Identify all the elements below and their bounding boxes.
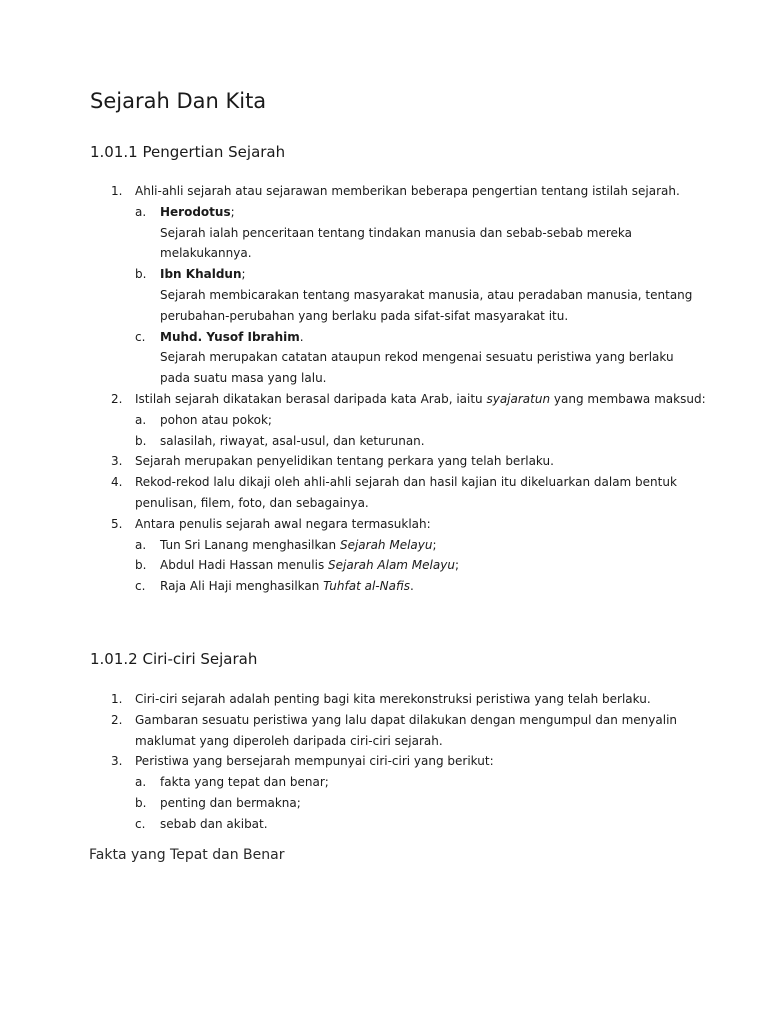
list-number: 2. <box>111 391 123 406</box>
list-item-text: Gambaran sesuatu peristiwa yang lalu dapat dilakukan dengan mengumpul dan menyalin <box>135 712 678 727</box>
sub-item-letter: a. <box>135 412 147 427</box>
list-item <box>108 472 677 514</box>
sub-item <box>135 327 674 389</box>
punctuation: . <box>299 329 304 344</box>
historian-name: Ibn Khaldun <box>160 267 242 282</box>
definition-line: Sejarah merupakan catatan ataupun rekod mengenai sesuatu peristiwa yang berlaku <box>160 350 674 365</box>
definition-line: Sejarah membicarakan tentang masyarakat manusia, atau peradaban manusia, tentang <box>160 287 693 302</box>
sub-item-letter: b. <box>135 795 147 810</box>
sub-item <box>135 202 668 264</box>
sub-item <box>135 576 668 597</box>
sub-item-letter: a. <box>135 537 147 552</box>
list-item-text: Peristiwa yang bersejarah mempunyai ciri-ciri yang berikut: <box>135 754 494 769</box>
list-item-text: Ahli-ahli sejarah atau sejarawan memberikan beberapa pengertian tentang istilah sejarah. <box>135 184 680 198</box>
sub-item-letter: c. <box>135 579 146 594</box>
definition-line: pada suatu masa yang lalu. <box>160 371 327 386</box>
book-title: Sejarah Alam Melayu <box>328 558 455 573</box>
list-item <box>108 710 678 752</box>
section-heading-ciri-ciri: 1.01.2 Ciri-ciri Sejarah <box>90 650 258 668</box>
list-number: 3. <box>111 754 123 769</box>
sub-item-letter: b. <box>135 433 147 448</box>
list-item-text: penulisan, filem, foto, dan sebagainya. <box>135 495 369 510</box>
list-item-text: Antara penulis sejarah awal negara termasuklah: <box>135 516 431 531</box>
sub-item-text: Abdul Hadi Hassan menulis Sejarah Alam Melayu; <box>160 558 459 573</box>
italic-term: syajaratun <box>486 391 551 406</box>
sub-item-letter: a. <box>135 775 147 790</box>
sub-item <box>135 431 668 452</box>
sub-item-letter: c. <box>135 329 146 344</box>
sub-item-letter: b. <box>135 558 147 573</box>
sub-item-text: Tun Sri Lanang menghasilkan Sejarah Melayu; <box>160 537 437 552</box>
sub-item-text: fakta yang tepat dan benar; <box>160 775 329 790</box>
sub-item-text: pohon atau pokok; <box>160 412 272 427</box>
list-number: 2. <box>111 712 123 727</box>
historian-name: Herodotus <box>160 204 231 219</box>
definition-line: melakukannya. <box>160 246 252 261</box>
list-number: 3. <box>111 454 123 469</box>
sub-item-letter: c. <box>135 816 146 831</box>
sub-item <box>135 555 668 576</box>
list-number: 5. <box>111 516 123 531</box>
book-title: Tuhfat al-Nafis <box>323 579 410 594</box>
list-item-text: Sejarah merupakan penyelidikan tentang perkara yang telah berlaku. <box>135 454 554 469</box>
definition-line: Sejarah ialah penceritaan tentang tindakan manusia dan sebab-sebab mereka <box>160 225 632 240</box>
sub-item <box>135 793 668 814</box>
ciri-ciri-list <box>108 689 678 835</box>
sub-item-text: Raja Ali Haji menghasilkan Tuhfat al-Nafis. <box>160 579 414 594</box>
sub-item-text: salasilah, riwayat, asal-usul, dan keturunan. <box>160 433 425 448</box>
sub-item-text: sebab dan akibat. <box>160 816 268 831</box>
document-title: Sejarah Dan Kita <box>90 89 267 113</box>
punctuation: ; <box>230 204 235 219</box>
list-item <box>108 389 706 451</box>
pengertian-list <box>108 181 706 597</box>
list-item <box>108 514 668 597</box>
list-number: 1. <box>111 184 123 198</box>
section-heading-pengertian: 1.01.1 Pengertian Sejarah <box>90 143 286 161</box>
list-item-text: Ciri-ciri sejarah adalah penting bagi kita merekonstruksi peristiwa yang telah berlaku. <box>135 692 651 706</box>
list-item <box>108 689 668 710</box>
list-item <box>108 451 668 472</box>
list-item <box>108 751 668 834</box>
historian-name: Muhd. Yusof Ibrahim <box>160 329 300 344</box>
sub-item <box>135 814 668 835</box>
list-item-text: maklumat yang diperoleh daripada ciri-ciri sejarah. <box>135 733 443 748</box>
list-item-text: Rekod-rekod lalu dikaji oleh ahli-ahli sejarah dan hasil kajian itu dikeluarkan dalam bentuk <box>135 475 677 490</box>
list-number: 4. <box>111 475 123 490</box>
definition-line: perubahan-perubahan yang berlaku pada sifat-sifat masyarakat itu. <box>160 308 569 323</box>
list-item <box>108 181 693 389</box>
sub-item <box>135 772 668 793</box>
sub-item-letter: a. <box>135 204 147 219</box>
list-item-text: Istilah sejarah dikatakan berasal daripada kata Arab, iaitu syajaratun yang membawa maksud: <box>135 391 706 406</box>
section-heading-fakta: Fakta yang Tepat dan Benar <box>89 847 285 863</box>
sub-item <box>135 410 668 431</box>
sub-item-text: penting dan bermakna; <box>160 795 301 810</box>
sub-item <box>135 264 693 326</box>
list-number: 1. <box>111 692 123 706</box>
sub-item-letter: b. <box>135 267 147 282</box>
sub-item <box>135 535 668 556</box>
punctuation: ; <box>241 267 246 282</box>
book-title: Sejarah Melayu <box>339 537 433 552</box>
